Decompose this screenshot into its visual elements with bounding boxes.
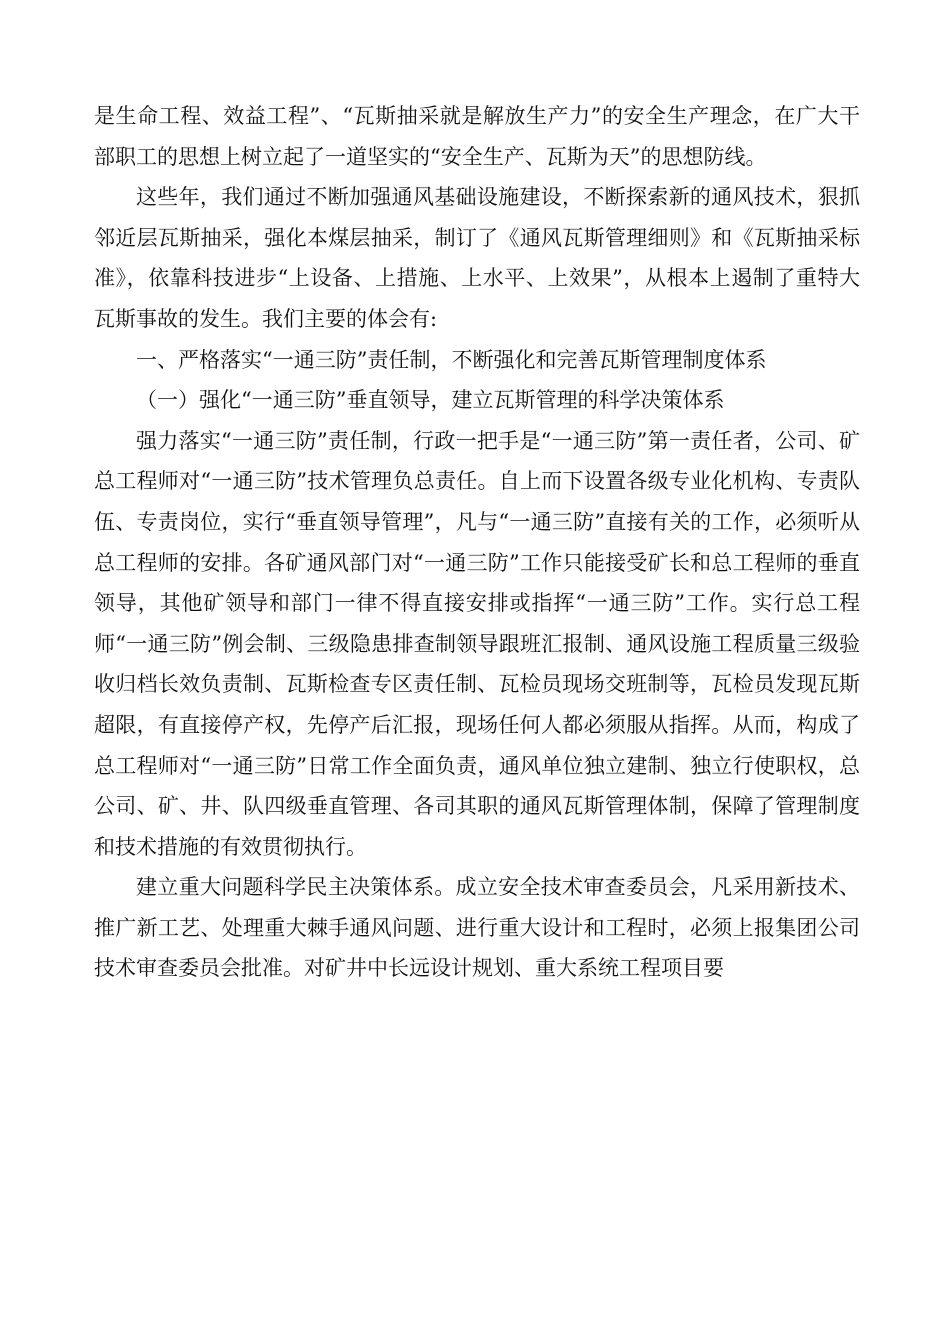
paragraph-decision-system: 建立重大问题科学民主决策体系。成立安全技术审查委员会，凡采用新技术、推广新工艺、处理重大棘手通风问题、进行重大设计和工程时，必须上报集团公司技术审查委员会批准。对矿井中长远设计规划、重大系统工程项目要 — [94, 875, 860, 981]
paragraph-responsibility-system: 强力落实“一通三防”责任制，行政一把手是“一通三防”第一责任者，公司、矿总工程师对“一通三防”技术管理负总责任。自上而下设置各级专业化机构、专责队伍、专责岗位，实行“垂直领导管理”，凡与“一通三防”直接有关的工作，必须听从总工程师的安排。各矿通风部门对“一通三防”工作只能接受矿长和总工程师的垂直领导，其他矿领导和部门一律不得直接安排或指挥“一通三防”工作。实行总工程师“一通三防”例会制、三级隐患排查制领导跟班汇报制、通风设施工程质量三级验收归档长效负责制、瓦斯检查专区责任制、瓦检员现场交班制等，瓦检员发现瓦斯超限，有直接停产权，先停产后汇报，现场任何人都必须服从指挥。从而，构成了总工程师对“一通三防”日常工作全面负责，通风单位独立建制、独立行使职权，总公司、矿、井、队四级垂直管理、各司其职的通风瓦斯管理体制，保障了管理制度和技术措施的有效贯彻执行。 — [94, 428, 860, 859]
paragraph-ventilation-summary: 这些年，我们通过不断加强通风基础设施建设，不断探索新的通风技术，狠抓邻近层瓦斯抽采，强化本煤层抽采，制订了《通风瓦斯管理细则》和《瓦斯抽采标准》，依靠科技进步“上设备、上措施、上水平、上效果”，从根本上遏制了重特大瓦斯事故的发生。我们主要的体会有: — [94, 185, 860, 331]
paragraph-continued: 是生命工程、效益工程”、“瓦斯抽采就是解放生产力”的安全生产理念，在广大干部职工的思想上树立起了一道坚实的“安全生产、瓦斯为天”的思想防线。 — [94, 104, 860, 169]
document-page — [94, 96, 860, 989]
section-heading-1: 一、严格落实“一通三防”责任制，不断强化和完善瓦斯管理制度体系 — [136, 347, 767, 372]
subsection-heading-1: （一）强化“一通三防”垂直领导，建立瓦斯管理的科学决策体系 — [136, 388, 725, 413]
